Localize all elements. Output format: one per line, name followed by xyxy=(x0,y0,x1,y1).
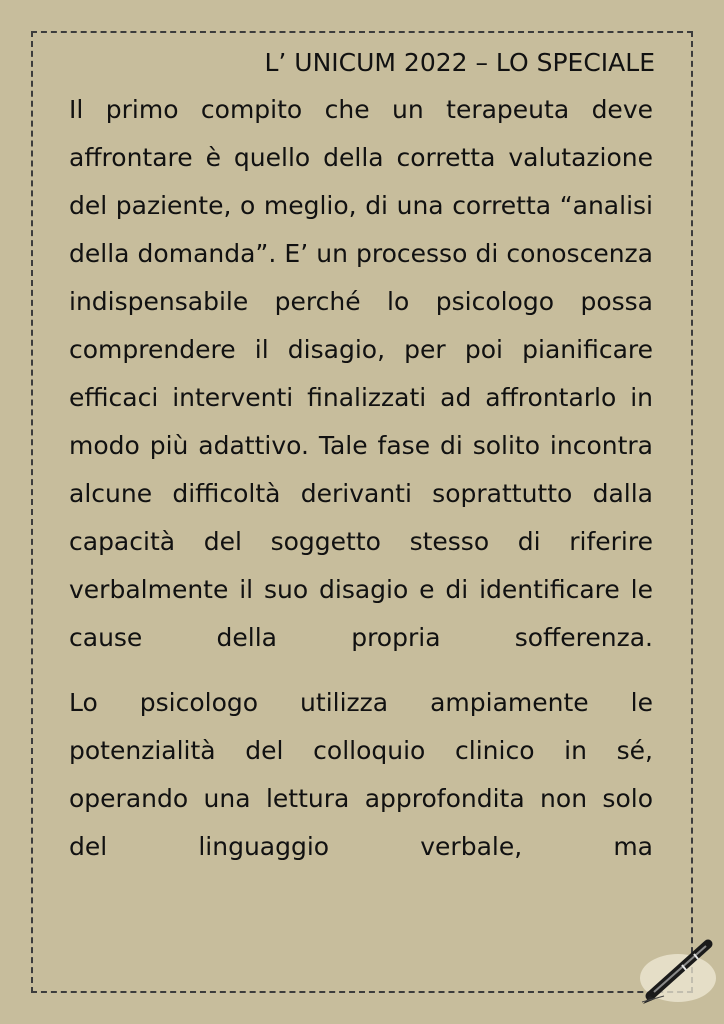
article-body xyxy=(69,86,653,871)
paragraph-2: Lo psicologo utilizza ampiamente le potenzialità del colloquio clinico in sé, operando una lettura approfondita non solo del linguaggio verbale, ma xyxy=(69,688,653,861)
paragraph-1: Il primo compito che un terapeuta deve affrontare è quello della corretta valutazione del paziente, o meglio, di una corretta “analisi della domanda”. E’ un processo di conoscenza indispensabile perché lo psicologo possa comprendere il disagio, per poi pianificare efficaci interventi finalizzati ad affrontarlo in modo più adattivo. Tale fase di solito incontra alcune difficoltà derivanti soprattutto dalla capacità del soggetto stesso di riferire verbalmente il suo disagio e di identificare le cause della propria sofferenza. xyxy=(69,95,653,652)
page-header-title: L’ UNICUM 2022 – LO SPECIALE xyxy=(264,48,655,77)
fountain-pen-icon xyxy=(638,936,718,1006)
